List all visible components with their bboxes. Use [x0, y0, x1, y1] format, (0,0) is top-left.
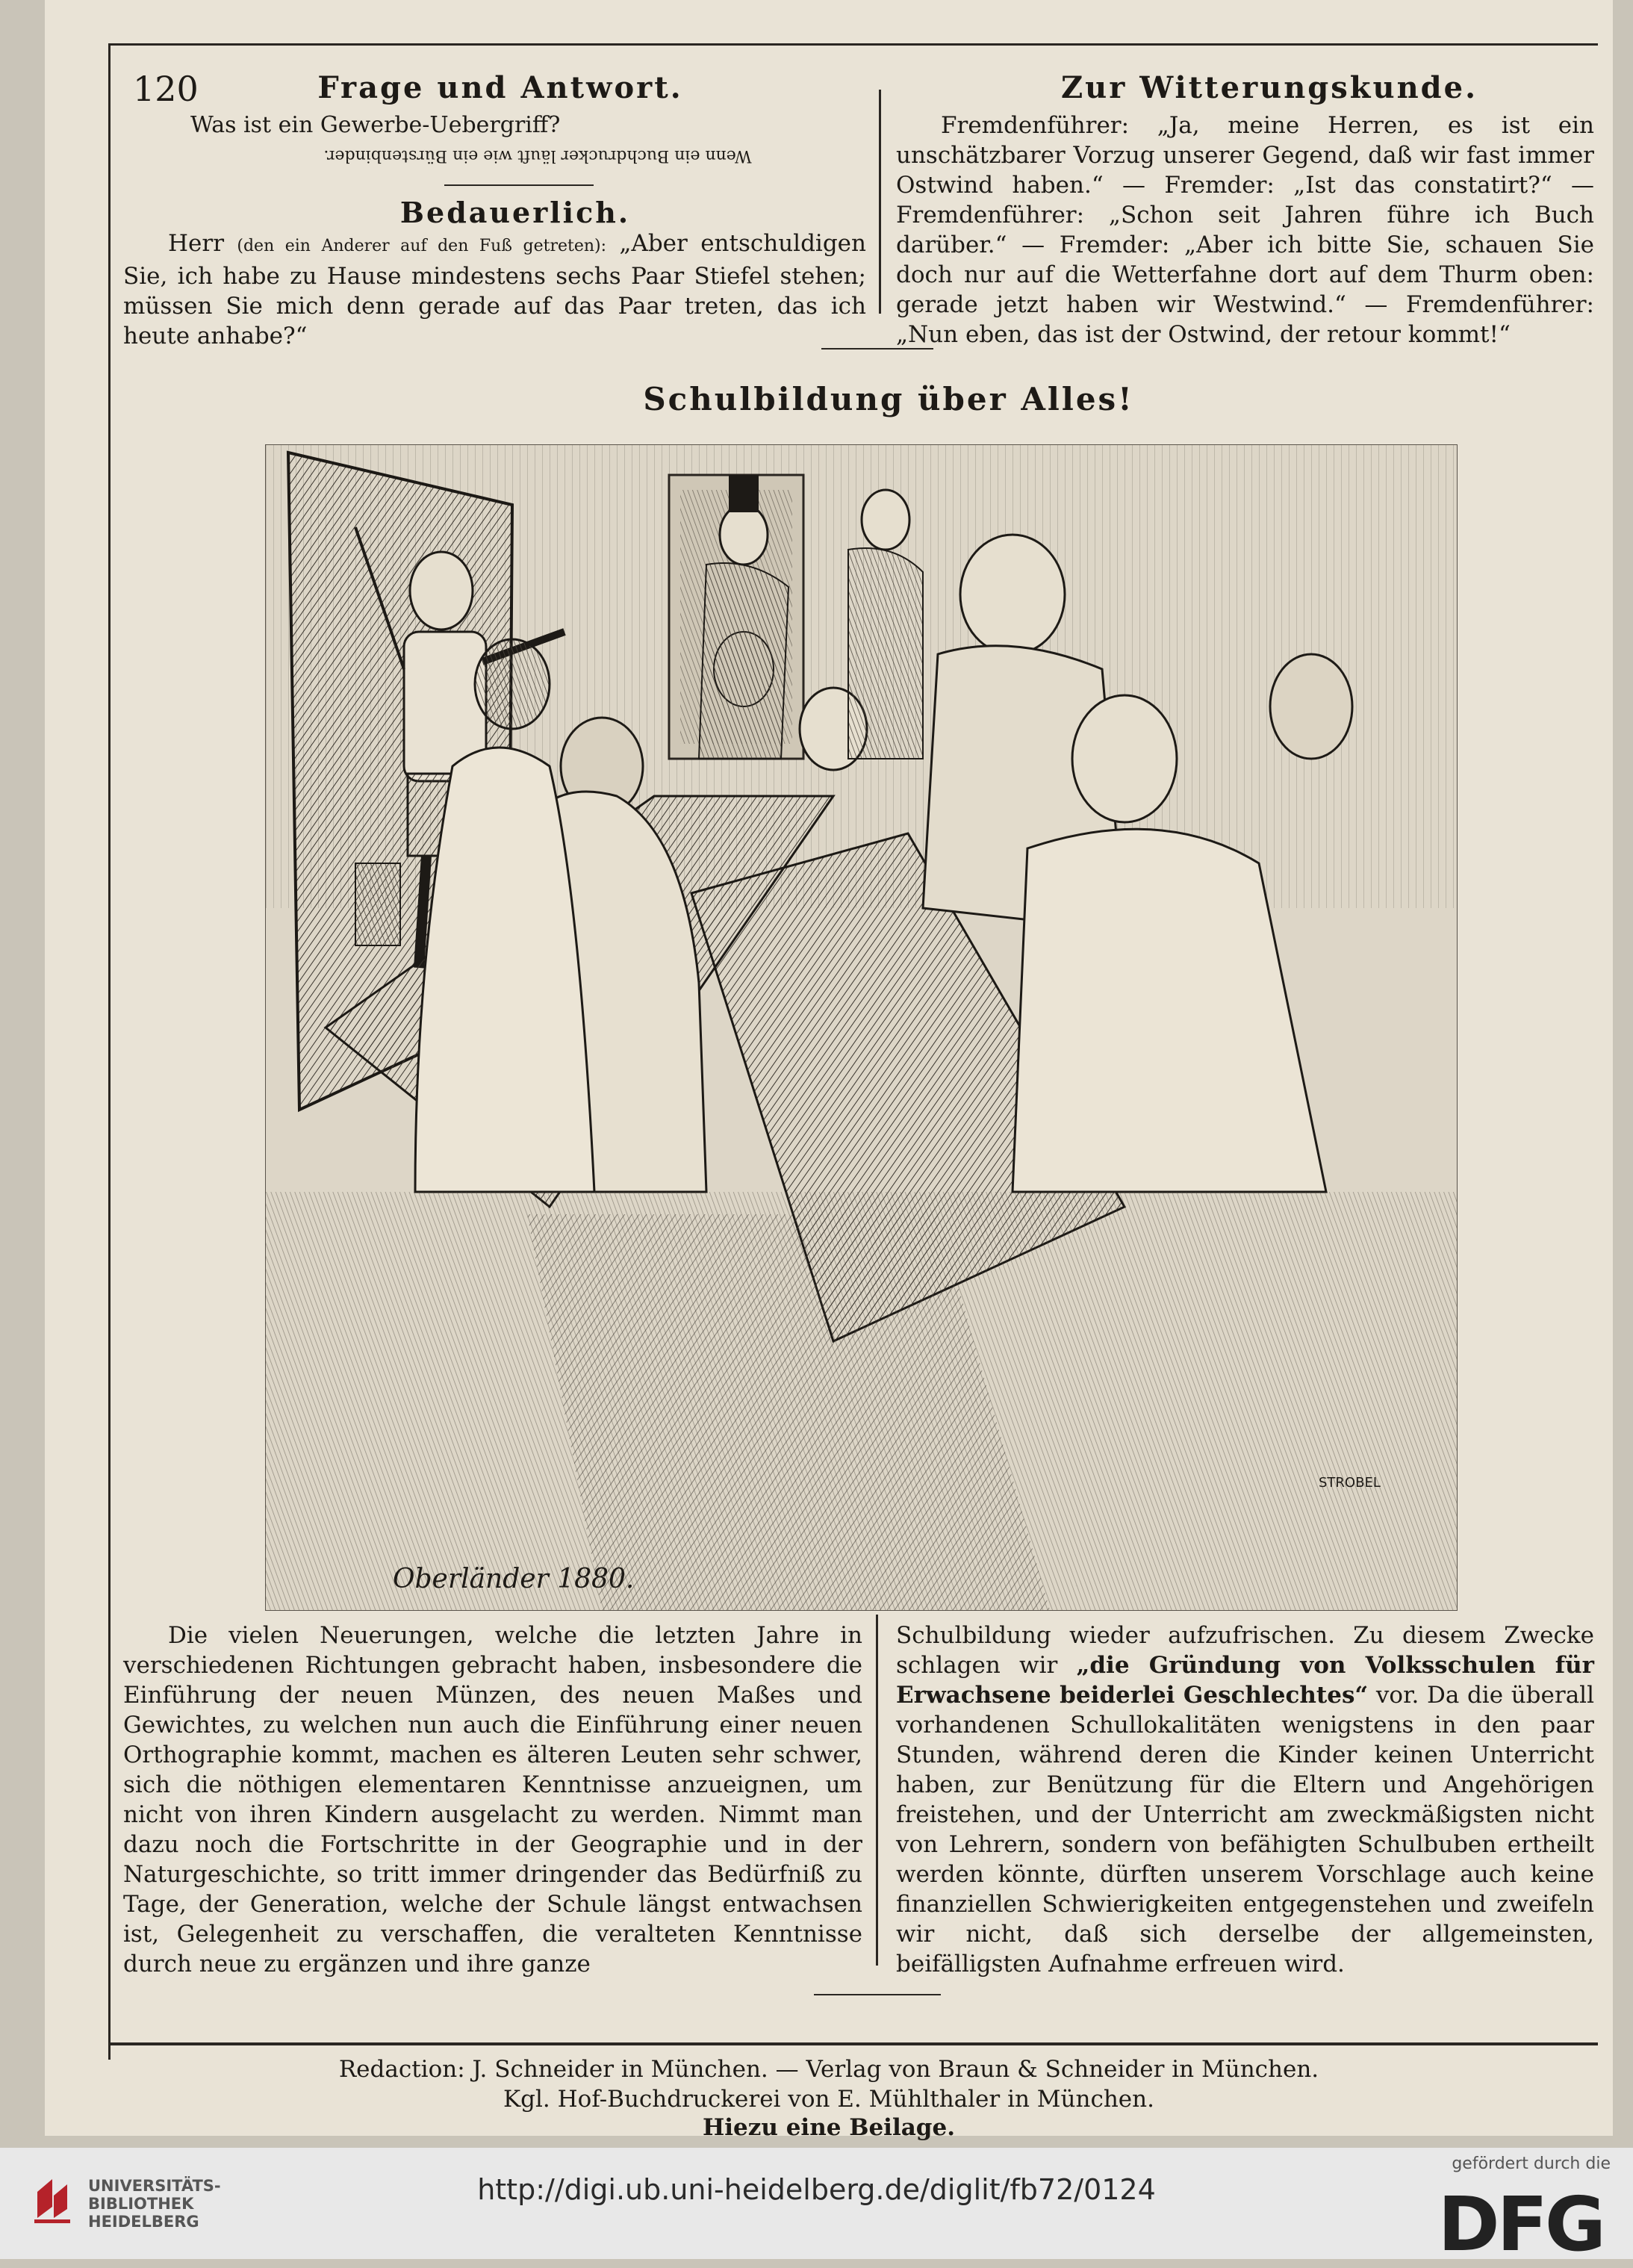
- section-title-bedauerlich: Bedauerlich.: [399, 196, 631, 229]
- engraving-illustration: [265, 444, 1458, 1611]
- bedauerlich-paragraph: [123, 229, 866, 351]
- article-end-divider: [814, 1994, 941, 1995]
- library-name: UNIVERSITÄTS- BIBLIOTHEK HEIDELBERG: [88, 2177, 221, 2231]
- page-number: 120: [133, 69, 199, 109]
- section-title-frage-und-antwort: Frage und Antwort.: [317, 70, 683, 105]
- article-right-text-a: Schulbildung wieder aufzufrischen. Zu diesem Zwecke schlagen wir: [896, 1622, 1594, 1679]
- question-text: Was ist ein Gewerbe-Uebergriff?: [190, 112, 561, 138]
- article-column-divider: [876, 1615, 878, 1966]
- sponsor-note: gefördert durch die: [1452, 2154, 1611, 2173]
- bottom-rule: [108, 2042, 1598, 2045]
- classroom-scene-drawing: [266, 445, 1457, 1610]
- top-border-rule: [108, 43, 1598, 46]
- main-title: Schulbildung über Alles!: [643, 381, 1134, 417]
- upside-down-answer: Wenn ein Buchdrucker läuft wie ein Bürstenbinder.: [323, 146, 752, 165]
- imprint-line-2: Kgl. Hof-Buchdruckerei von E. Mühlthaler in München.: [503, 2086, 1154, 2113]
- article-right-emphasis: „die Gründung von Volksschulen für Erwachsene beiderlei Geschlechtes“: [896, 1652, 1594, 1709]
- speech-text: „Aber entschuldigen Sie, ich habe zu Hause mindestens sechs Paar Stiefel stehen; müssen Sie mich denn gerade auf das Paar treten, das ich heute anhabe?“: [123, 230, 866, 349]
- title-divider: [821, 348, 933, 349]
- page-url[interactable]: http://digi.ub.uni-heidelberg.de/diglit/fb72/0124: [477, 2173, 1156, 2206]
- section-title-witterungskunde: Zur Witterungskunde.: [1060, 70, 1478, 105]
- short-divider: [444, 184, 594, 186]
- stage-direction: (den ein Anderer auf den Fuß getreten):: [237, 237, 607, 255]
- top-column-divider: [879, 90, 881, 314]
- article-left-column: Die vielen Neuerungen, welche die letzten Jahre in verschiedenen Richtungen gebracht haben, insbesondere die Einführung der neuen Münzen, des neuen Maßes und Gewichtes, zu welchen nun auch die Einführung einer neuen Orthographie kommt, machen es älteren Leuten sehr schwer, sich die nöthigen elementaren Kenntnisse anzueignen, um nicht von ihren Kindern ausgelacht zu werden. Nimmt man dazu noch die Fortschritte in der Geographie und in der Naturgeschichte, so tritt immer dringender das Bedürfniß zu Tage, der Generation, welche der Schule längst entwachsen ist, Gelegenheit zu verschaffen, die veralteten Kenntnisse durch neue zu ergänzen und ihre ganze: [123, 1622, 862, 1977]
- artist-signature: Oberländer 1880.: [393, 1564, 635, 1594]
- witterungskunde-paragraph: Fremdenführer: „Ja, meine Herren, es ist ein unschätzbarer Vorzug unserer Gegend, daß wir fast immer Ostwind haben.“ — Fremder: „Ist das constatirt?“ — Fremdenführer: „Schon seit Jahren führe ich Buch darüber.“ — Fremder: „Aber ich bitte Sie, schauen Sie doch nur auf die Wetterfahne dort auf dem Thurm oben: gerade jetzt haben wir Westwind.“ — Fremdenführer: „Nun eben, das ist der Ostwind, der retour kommt!“: [896, 112, 1594, 348]
- speaker-label: Herr: [168, 230, 225, 257]
- article-right-text-b: vor. Da die überall vorhandenen Schullokalitäten wenigstens in den paar Stunden, während deren die Kinder keinen Unterricht haben, zur Benützung für die Eltern und Angehörigen freistehen, und der Unterricht am zweckmäßigsten nicht von Lehrern, sondern von befähigten Schulbuben ertheilt werden könnte, dürften unserem Vorschlage auch keine finanziellen Schwierigkeiten entgegenstehen und zweifeln wir nicht, daß sich derselbe der allgemeinsten, beifälligsten Aufnahme erfreuen wird.: [896, 1682, 1595, 1977]
- imprint-line-3: Hiezu eine Beilage.: [702, 2114, 956, 2141]
- engraver-signature: STROBEL: [1319, 1475, 1381, 1491]
- imprint-line-1: Redaction: J. Schneider in München. — Verlag von Braun & Schneider in München.: [338, 2056, 1319, 2083]
- dfg-logo: DFG: [1437, 2181, 1603, 2268]
- article-right-column: [896, 1621, 1594, 1979]
- left-border-rule: [108, 43, 111, 2060]
